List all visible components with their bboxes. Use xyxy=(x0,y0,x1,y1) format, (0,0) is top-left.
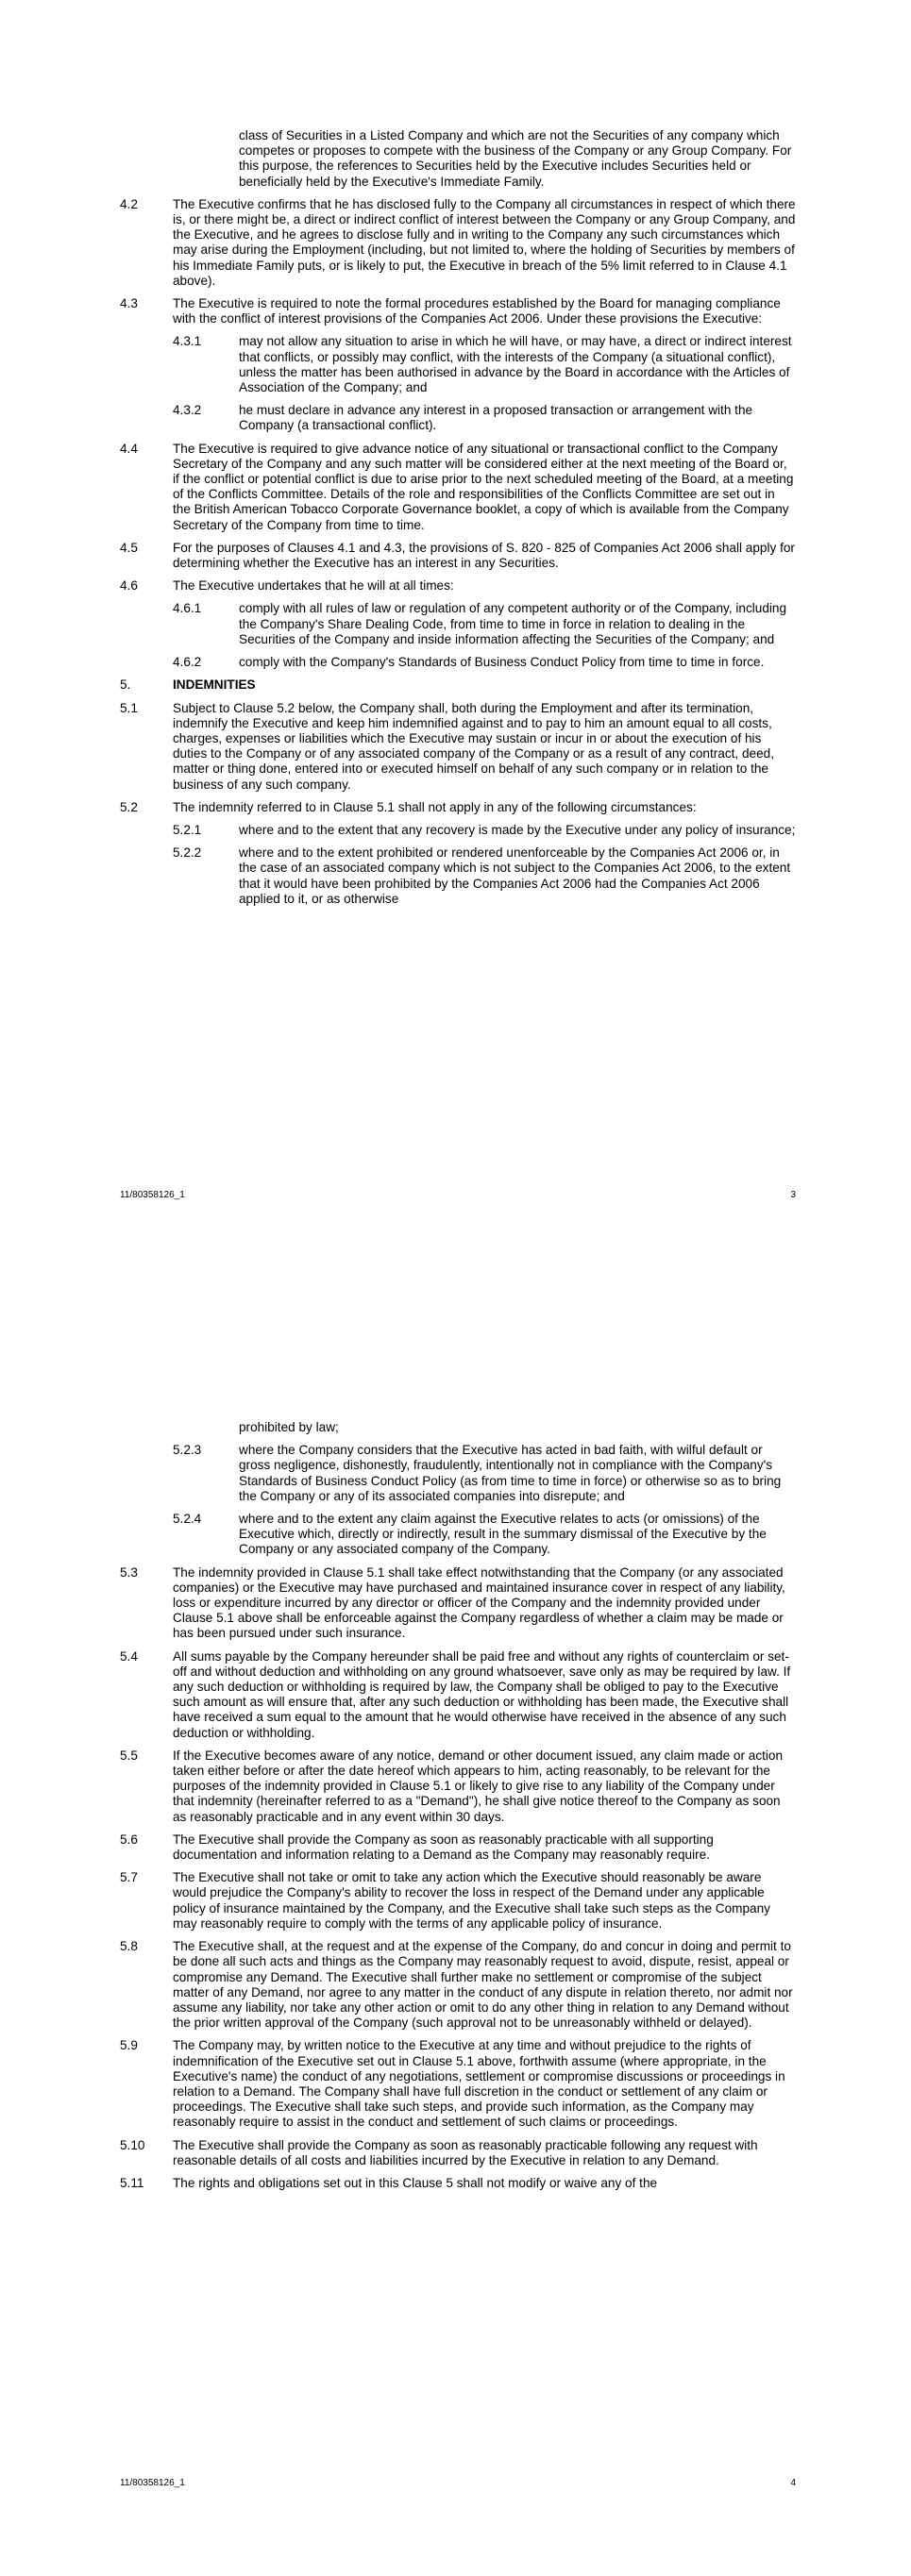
clause-paragraph xyxy=(0,845,911,907)
clause-paragraph xyxy=(0,1832,911,1863)
clause-paragraph xyxy=(0,197,911,289)
clause-paragraph xyxy=(0,2038,911,2130)
clause-paragraph xyxy=(0,334,911,395)
clause-number: 5.2.1 xyxy=(173,822,202,837)
clause-text: where the Company considers that the Executive has acted in bad faith, with wilful default or gross negligence, dishonestly, fraudulently, intentionally not in compliance with the Company's Standards of Business Conduct Policy (as from time to time in force) or otherwise so as to bring the Company or any of its associated companies into disrepute; and xyxy=(239,1443,782,1503)
clause-text: where and to the extent prohibited or rendered unenforceable by the Companies Act 2006 or, in the case of an associated company which is not subject to the Companies Act 2006, to the extent that it would have been prohibited by the Companies Act 2006 had the Companies Act 2006 applied to it, or as otherwise xyxy=(239,845,791,906)
clause-paragraph xyxy=(0,1649,911,1741)
clause-number: 5.7 xyxy=(120,1870,138,1885)
clause-text: Subject to Clause 5.2 below, the Company shall, both during the Employment and after its termination, indemnify the Executive and keep him indemnified against and to pay to him an amount equal to all costs, charges, expenses or liabilities which the Executive may sustain or incur in or about the execution of his duties to the Company or of any associated company of the Company or as a result of any contract, deed, matter or thing done, entered into or executed himself on behalf of any such company or in relation to the business of any such company. xyxy=(173,700,774,792)
page-4-body xyxy=(0,1420,911,2199)
clause-paragraph xyxy=(0,823,911,838)
clause-number: 5.11 xyxy=(120,2175,144,2190)
clause-paragraph xyxy=(0,701,911,793)
clause-number: 5.9 xyxy=(120,2038,138,2053)
clause-number: 4.3 xyxy=(120,296,138,311)
clause-text: The Executive undertakes that he will at all times: xyxy=(173,578,454,594)
section-heading xyxy=(0,677,911,693)
document-reference: 11/80358126_1 xyxy=(120,1190,185,1200)
clause-paragraph xyxy=(0,1512,911,1558)
clause-text: comply with the Company's Standards of Business Conduct Policy from time to time in force. xyxy=(239,655,765,670)
clause-text: If the Executive becomes aware of any notice, demand or other document issued, any claim made or action taken either before or after the date hereof which appears to him, acting reasonably, to be relevant for the purposes of the indemnity provided in Clause 5.1 or likely to give rise to any liability of the Company under that indemnity (hereinafter referred to as a "Demand"), he shall give notice thereof to the Company as soon as reasonably practicable and in any event within 30 days. xyxy=(173,1748,784,1824)
clause-text: The Executive confirms that he has disclosed fully to the Company all circumstances in respect of which there is, or there might be, a direct or indirect conflict of interest between the Company or any Group Company, and the Executive, and he agrees to disclose fully and in writing to the Company any such circumstances which may arise during the Employment (including, but not limited to, where the holding of Securities by members of his Immediate Family puts, or is likely to put, the Executive in breach of the 5% limit referred to in Clause 4.1 above). xyxy=(173,196,796,288)
clause-text: comply with all rules of law or regulation of any competent authority or of the Company, including the Company's Share Dealing Code, from time to time in force in relation to dealing in the Securities of the Company and inside information affecting the Securities of the Company; and xyxy=(239,601,787,646)
page-number: 3 xyxy=(790,1190,796,1200)
document-page-4 xyxy=(0,1288,911,2576)
clause-text: For the purposes of Clauses 4.1 and 4.3, the provisions of S. 820 - 825 of Companies Act 2006 shall apply for determining whether the Executive has an interest in any Securities. xyxy=(173,540,795,571)
clause-text: where and to the extent that any recovery is made by the Executive under any policy of insurance; xyxy=(239,822,796,837)
clause-text: The Executive shall, at the request and at the expense of the Company, do and concur in doing and permit to be done all such acts and things as the Company may reasonably request to avoid, dispute, resist, appeal or compromise any Demand. The Executive shall further make no settlement or compromise of the subject matter of any Demand, nor agree to any matter in the conduct of any dispute in relation thereto, nor admit nor assume any liability, nor take any other action or omit to do any other thing in relation to any Demand without the prior written approval of the Company (such approval not to be unreasonably withheld or delayed). xyxy=(173,1939,793,2031)
clause-number: 4.3.2 xyxy=(173,403,202,418)
clause-paragraph xyxy=(0,601,911,647)
clause-paragraph xyxy=(0,800,911,815)
clause-paragraph xyxy=(0,442,911,533)
clause-number: 5.8 xyxy=(120,1939,138,1954)
clause-text: All sums payable by the Company hereunder shall be paid free and without any rights of counterclaim or set-off and without deduction and withholding on any ground whatsoever, save only as may be required by law. If any such deduction or withholding is required by law, the Company shall be obliged to pay to the Executive such amount as will ensure that, after any such deduction or withholding has been made, the Executive shall have received a sum equal to the amount that he would otherwise have received in the absence of any such deduction or withholding. xyxy=(173,1648,791,1740)
clause-paragraph xyxy=(0,1748,911,1825)
clause-text: The indemnity referred to in Clause 5.1 shall not apply in any of the following circumstances: xyxy=(173,799,697,814)
clause-number: 5.5 xyxy=(120,1748,138,1763)
clause-number: 4.4 xyxy=(120,441,138,456)
clause-number: 4.6 xyxy=(120,578,138,594)
clause-paragraph xyxy=(0,578,911,594)
clause-number: 5.2 xyxy=(120,799,138,814)
clause-number: 5.2.3 xyxy=(173,1443,202,1458)
clause-paragraph xyxy=(0,1443,911,1504)
clause-number: 5. xyxy=(120,677,131,693)
clause-paragraph xyxy=(0,296,911,326)
page-3-body xyxy=(0,128,911,914)
clause-text: class of Securities in a Listed Company and which are not the Securities of any company which competes or proposes to compete with the business of the Company or any Group Company. For this purpose, the references to Securities held by the Executive includes Securities held or beneficially held by the Executive's Immediate Family. xyxy=(239,128,792,189)
clause-number: 4.3.1 xyxy=(173,334,202,349)
clause-text: The Executive is required to note the formal procedures established by the Board for managing compliance with the conflict of interest provisions of the Companies Act 2006. Under these provisions the Executive: xyxy=(173,296,781,326)
clause-paragraph xyxy=(0,1939,911,2031)
clause-text: may not allow any situation to arise in which he will have, or may have, a direct or indirect interest that conflicts, or possibly may conflict, with the interests of the Company (a situational conflict), unless the matter has been authorised in advance by the Board in accordance with the Articles of Association of the Company; and xyxy=(239,334,792,395)
clause-number: 5.1 xyxy=(120,700,138,715)
section-title: INDEMNITIES xyxy=(173,677,256,693)
clause-number: 4.6.2 xyxy=(173,655,202,670)
clause-number: 4.5 xyxy=(120,540,138,555)
clause-text: The Executive shall provide the Company as soon as reasonably practicable with all supporting documentation and information relating to a Demand as the Company may reasonably require. xyxy=(173,1832,714,1863)
page-number: 4 xyxy=(790,2478,796,2488)
clause-number: 5.2.4 xyxy=(173,1512,202,1527)
clause-paragraph xyxy=(0,128,911,190)
clause-number: 4.2 xyxy=(120,196,138,211)
clause-paragraph xyxy=(0,1565,911,1642)
clause-text: The Executive shall not take or omit to take any action which the Executive should reasonably be aware would prejudice the Company's ability to recover the loss in respect of the Demand under any applicable policy of insurance maintained by the Company, and the Executive shall take such steps as the Company may reasonably require to comply with the terms of any applicable policy of insurance. xyxy=(173,1870,770,1931)
clause-number: 5.10 xyxy=(120,2137,145,2152)
clause-paragraph xyxy=(0,1870,911,1932)
clause-text: prohibited by law; xyxy=(239,1420,339,1434)
clause-number: 5.6 xyxy=(120,1832,138,1847)
clause-number: 5.2.2 xyxy=(173,845,202,861)
clause-text: he must declare in advance any interest in a proposed transaction or arrangement with the Company (a transactional conflict). xyxy=(239,403,753,433)
clause-number: 5.4 xyxy=(120,1648,138,1664)
clause-text: The indemnity provided in Clause 5.1 shall take effect notwithstanding that the Company (or any associated companies) or the Executive may have purchased and maintained insurance cover in respect of any liability, loss or expenditure incurred by any director or officer of the Company and the indemnity provided under Clause 5.1 above shall be enforceable against the Company regardless of whether a claim may be made or has been pursued under such insurance. xyxy=(173,1564,785,1641)
clause-paragraph xyxy=(0,2138,911,2168)
clause-paragraph xyxy=(0,2176,911,2191)
clause-text: The Executive is required to give advance notice of any situational or transactional conflict to the Company Secretary of the Company and any such matter will be considered either at the next meeting of the Board or, if the conflict or potential conflict is due to arise prior to the next scheduled meeting of the Board, at a meeting of the Conflicts Committee. Details of the role and responsibilities of the Conflicts Committee are set out in the British American Tobacco Corporate Governance booklet, a copy of which is available from the Company Secretary of the Company from time to time. xyxy=(173,441,794,532)
clause-paragraph xyxy=(0,403,911,433)
clause-paragraph xyxy=(0,655,911,670)
clause-text: where and to the extent any claim against the Executive relates to acts (or omissions) of the Executive which, directly or indirectly, result in the summary dismissal of the Executive by the Company or any associated company of the Company. xyxy=(239,1512,767,1557)
clause-text: The Company may, by written notice to the Executive at any time and without prejudice to the rights of indemnification of the Executive set out in Clause 5.1 above, forthwith assume (where appropriate, in the Executive's name) the conduct of any negotiations, settlement or compromise discussions or proceedings in relation to a Demand. The Company shall have full discretion in the conduct or settlement of any claim or proceedings. The Executive shall take such steps, and provide such information, as the Company may reasonably require to assist in the conduct and settlement of such claims or proceedings. xyxy=(173,2038,785,2130)
clause-number: 4.6.1 xyxy=(173,601,202,616)
clause-text: The Executive shall provide the Company as soon as reasonably practicable following any request with reasonable details of all costs and liabilities incurred by the Executive in relation to any Demand. xyxy=(173,2137,758,2167)
clause-paragraph xyxy=(0,1420,911,1435)
clause-text: The rights and obligations set out in this Clause 5 shall not modify or waive any of the xyxy=(173,2175,658,2190)
document-reference: 11/80358126_1 xyxy=(120,2478,185,2488)
clause-number: 5.3 xyxy=(120,1564,138,1580)
clause-paragraph xyxy=(0,541,911,571)
